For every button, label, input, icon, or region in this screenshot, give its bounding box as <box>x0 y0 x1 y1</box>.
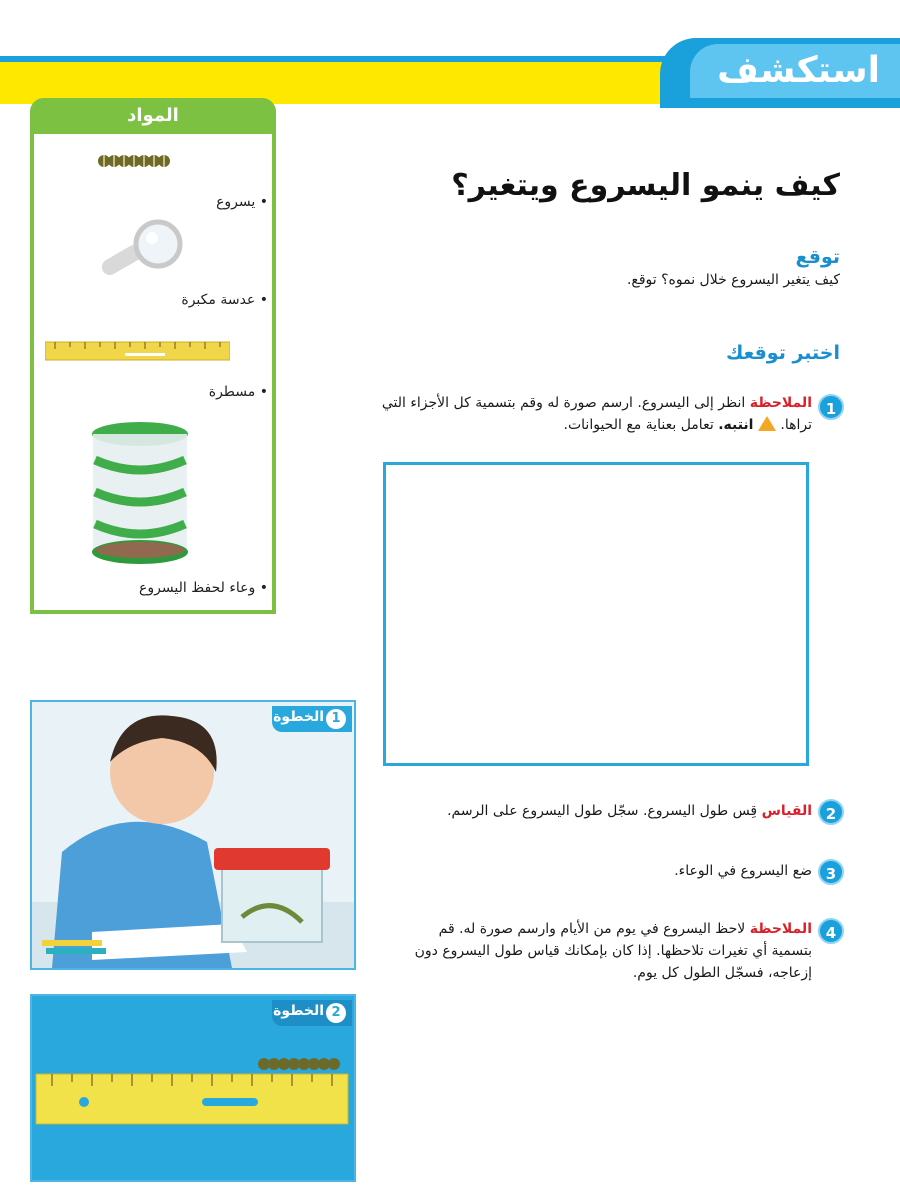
step-2-photo <box>30 994 356 1182</box>
material-label-cage: • وعاء لحفظ اليسروع <box>139 580 268 596</box>
caution-text: تعامل بعناية مع الحيوانات. <box>563 417 714 433</box>
page-title: كيف ينمو اليسروع ويتغير؟ <box>451 168 840 203</box>
step-number-2: 2 <box>818 799 844 825</box>
materials-title: المواد <box>127 105 179 126</box>
material-label-ruler: • مسطرة <box>208 384 268 400</box>
step-4-text <box>410 918 812 984</box>
step-number-1: 1 <box>818 394 844 420</box>
step-number-3: 3 <box>818 859 844 885</box>
step-1-text <box>380 392 812 436</box>
step-1-badge-number: 1 <box>326 709 346 729</box>
step-1-badge-label: الخطوة <box>273 709 324 725</box>
caution-icon <box>758 416 776 431</box>
step-2-badge <box>272 1000 352 1026</box>
step-2-keyword: القياس <box>761 803 812 819</box>
step-number-4: 4 <box>818 918 844 944</box>
step-2-badge-number: 2 <box>326 1003 346 1023</box>
step-4-body: لاحظ اليسروع في يوم من الأيام وارسم صورة له. قم بتسمية أي تغيرات تلاحظها. إذا كان بإمكانك قياس طول اليسروع دون إزعاجه، فسجّل الطول كل يوم. <box>414 921 812 981</box>
child-observing-image <box>32 702 354 968</box>
step-2-body: قِس طول اليسروع. سجّل طول اليسروع على الرسم. <box>447 803 758 819</box>
cage-icon <box>85 420 195 570</box>
step-1-body: انظر إلى اليسروع. ارسم صورة له وقم بتسمية كل الأجزاء التي تراها. <box>381 395 812 433</box>
predict-text: كيف يتغير اليسروع خلال نموه؟ توقع. <box>626 272 840 288</box>
caution-word: انتبه. <box>718 417 754 433</box>
ruler-icon <box>45 340 230 362</box>
step-3-text <box>380 860 812 882</box>
caterpillar-icon <box>96 150 176 170</box>
test-heading: اختبر توقعك <box>725 342 840 364</box>
step-2-badge-label: الخطوة <box>273 1003 324 1019</box>
step-2-text <box>380 800 812 822</box>
material-label-magnifier: • عدسة مكبرة <box>181 292 268 308</box>
step-1-keyword: الملاحظة <box>749 395 812 411</box>
material-label-caterpillar: • يسروع <box>216 194 268 210</box>
magnifier-icon <box>96 218 186 280</box>
step-3-body: ضع اليسروع في الوعاء. <box>674 863 812 879</box>
step-1-badge <box>272 706 352 732</box>
predict-heading: توقع <box>795 246 840 268</box>
drawing-area[interactable] <box>383 462 809 766</box>
step-1-photo <box>30 700 356 970</box>
section-title: استكشف <box>717 50 880 91</box>
step-4-keyword: الملاحظة <box>749 921 812 937</box>
